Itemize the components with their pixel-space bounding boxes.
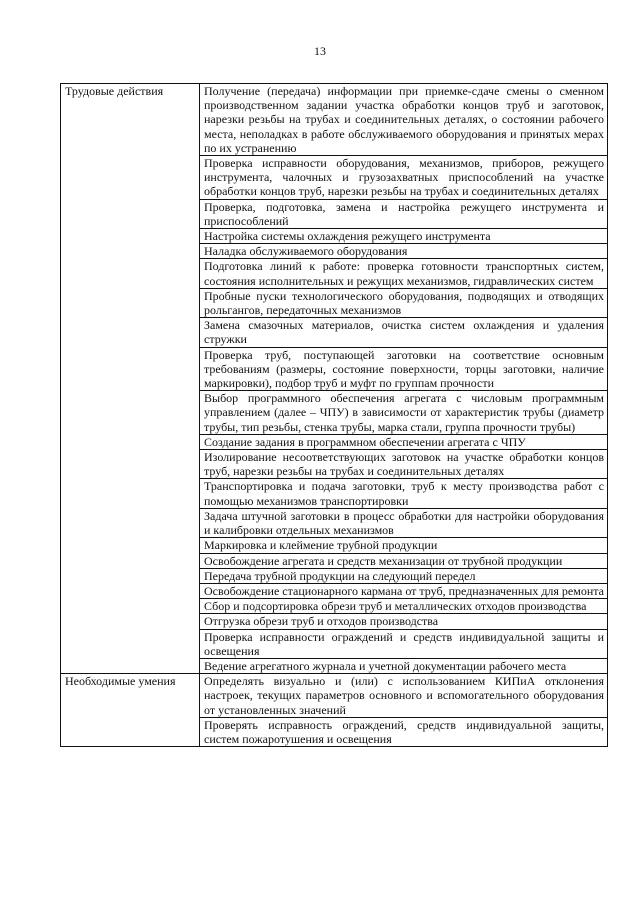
section-item: Замена смазочных материалов, очистка систем охлаждения и удаления стружки xyxy=(200,318,608,347)
section-item: Ведение агрегатного журнала и учетной документации рабочего места xyxy=(200,658,608,673)
section-item: Освобождение агрегата и средств механизации от трубной продукции xyxy=(200,553,608,568)
table-row xyxy=(61,84,608,156)
section-item: Проверка труб, поступающей заготовки на соответствие основным требованиям (размеры, состояние поверхности, торцы заготовки, наличие маркировки), подбор труб и муфт по группам прочности xyxy=(200,347,608,391)
section-item: Проверять исправность ограждений, средств индивидуальной защиты, систем пожаротушения и освещения xyxy=(200,717,608,746)
section-item: Отгрузка обрези труб и отходов производства xyxy=(200,614,608,629)
section-item: Проверка исправности оборудования, механизмов, приборов, режущего инструмента, чалочных и грузозахватных приспособлений на участке обработки концов труб, нарезки резьбы на трубах и соединительных деталях xyxy=(200,156,608,200)
section-item: Подготовка линий к работе: проверка готовности транспортных систем, состояния исполнительных и режущих механизмов, гидравлических систем xyxy=(200,259,608,288)
section-item: Освобождение стационарного кармана от труб, предназначенных для ремонта xyxy=(200,583,608,598)
section-item: Изолирование несоответствующих заготовок на участке обработки концов труб, нарезки резьбы на трубах и соединительных деталях xyxy=(200,450,608,479)
section-item: Пробные пуски технологического оборудования, подводящих и отводящих рольгангов, передаточных механизмов xyxy=(200,288,608,317)
section-item: Транспортировка и подача заготовки, труб к месту производства работ с помощью механизмов транспортировки xyxy=(200,479,608,508)
section-item: Определять визуально и (или) с использованием КИПиА отклонения настроек, текущих параметров основного и вспомогательного оборудования от установленных значений xyxy=(200,674,608,718)
section-label: Необходимые умения xyxy=(61,674,200,747)
section-item: Передача трубной продукции на следующий передел xyxy=(200,568,608,583)
section-item: Проверка исправности ограждений и средств индивидуальной защиты и освещения xyxy=(200,629,608,658)
qualification-table xyxy=(60,83,608,747)
table-row xyxy=(61,674,608,718)
section-item: Настройка системы охлаждения режущего инструмента xyxy=(200,229,608,244)
page-number: 13 xyxy=(314,44,326,58)
section-item: Задача штучной заготовки в процесс обработки для настройки оборудования и калибровки отдельных механизмов xyxy=(200,508,608,537)
section-item: Проверка, подготовка, замена и настройка режущего инструмента и приспособлений xyxy=(200,199,608,228)
section-item: Наладка обслуживаемого оборудования xyxy=(200,244,608,259)
section-item: Сбор и подсортировка обрези труб и металлических отходов производства xyxy=(200,599,608,614)
section-item: Создание задания в программном обеспечении агрегата с ЧПУ xyxy=(200,434,608,449)
qualification-table-body xyxy=(61,84,608,747)
section-item: Получение (передача) информации при приемке-сдаче смены о сменном производственном задании участка обработки концов труб и заготовок, нарезки резьбы на трубах и соединительных деталях, о состоянии рабочего места, неполадках в работе обслуживаемого оборудования и принятых мерах по их устранению xyxy=(200,84,608,156)
section-label: Трудовые действия xyxy=(61,84,200,674)
section-item: Маркировка и клеймение трубной продукции xyxy=(200,538,608,553)
section-item: Выбор программного обеспечения агрегата с числовым программным управлением (далее – ЧПУ) в зависимости от характеристик трубы (диаметр трубы, тип резьбы, стенка трубы, марка стали, группа прочности трубы) xyxy=(200,391,608,435)
